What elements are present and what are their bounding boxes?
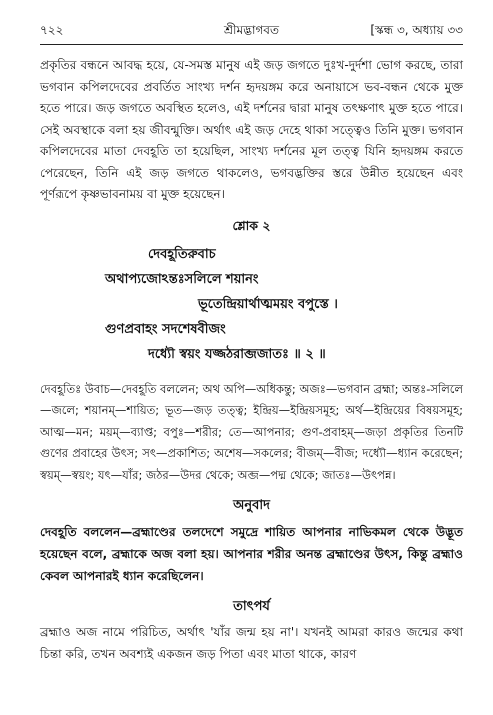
purport-title: তাৎপর্য [233,599,270,614]
verse-line: ভূতেন্দ্রিয়ার্থাত্মময়ং বপুস্তে । [198,296,338,312]
chapter-reference: [স্কন্ধ ৩, অধ্যায় ৩৩ [370,23,463,37]
verse-line: অথাপ্যজোঽন্তঃসলিলে শয়ানং [105,271,259,287]
translation-text: দেবহূতি বললেন—ব্রহ্মাণ্ডের তলদেশে সমুদ্রে শায়িত আপনার নাভিকমল থেকে উদ্ভূত হয়েছেন বলে, ব্রহ্মাকে অজ বলা হয়। আপনার শরীর অনন্ত ব্রহ্মাণ্ডের উৎস, কিন্তু ব্রহ্মাও কেবল আপনারই ধ্যান করেছিলেন। [40,525,463,583]
translation-title: অনুবাদ [233,498,270,513]
page-header [40,22,463,45]
verse-label: শ্লোক ২ [232,217,271,233]
verse-line: দধ্যৌ স্বয়ং যজ্জঠরাব্জজাতঃ ॥ ২ ॥ [148,346,326,362]
page-number: ৭২২ [40,23,64,37]
intro-paragraph: প্রকৃতির বন্ধনে আবদ্ধ হয়ে, যে-সমস্ত মানুষ এই জড় জগতে দুঃখ-দুর্দশা ভোগ করছে, তারা ভগবান কপিলদেবের প্রবর্তিত সাংখ্য দর্শন হৃদয়ঙ্গম করে অনায়াসে ভব-বন্ধন থেকে মুক্ত হতে পারে। জড় জগতে অবস্থিত হলেও, এই দর্শনের দ্বারা মানুষ তৎক্ষণাৎ মুক্ত হতে পারে। সেই অবস্থাকে বলা হয় জীবন্মুক্তি। অর্থাৎ এই জড় দেহে থাকা সত্ত্বেও তিনি মুক্ত। ভগবান কপিলদেবের মাতা দেবহূতি তা হয়েছিল, সাংখ্য দর্শনের মূল তত্ত্ব যিনি হৃদয়ঙ্গম করতে পেরেছেন, তিনি এই জড় জগতে থাকলেও, ভগবদ্ভক্তির স্তরে উন্নীত হয়েছেন এবং পূর্ণরূপে কৃষ্ণভাবনাময় বা মুক্ত হয়েছেন। [40,58,463,201]
verse-line: গুণপ্রবাহং সদশেষবীজং [105,321,226,337]
book-title: শ্রীমদ্ভাগবত [223,23,279,37]
purport-text: ব্রহ্মাও অজ নামে পরিচিত, অর্থাৎ 'যাঁর জন্ম হয় না'। যখনই আমরা কারও জন্মের কথা চিন্তা করি, তখন অবশ্যই একজন জড় পিতা এবং মাতা থাকে, কারণ [40,625,463,661]
word-synonyms: দেবহূতিঃ উবাচ—দেবহূতি বললেন; অথ অপি—অধিকন্তু; অজঃ—ভগবান ব্রহ্মা; অন্তঃ-সলিলে—জলে; শয়ানম্—শায়িত; ভূত—জড় তত্ত্ব; ইন্দ্রিয়—ইন্দ্রিয়সমূহ; অর্থ—ইন্দ্রিয়ের বিষয়সমূহ; আত্ম—মন; ময়ম্—ব্যাপ্ত; বপুঃ—শরীর; তে—আপনার; গুণ-প্রবাহম্—জড়া প্রকৃতির তিনটি গুণের প্রবাহের উৎস; সৎ—প্রকাশিত; অশেষ—সকলের; বীজম্—বীজ; দধ্যৌ—ধ্যান করেছেন; স্বয়ম্—স্বয়ং; যৎ—যাঁর; জঠর—উদর থেকে; অব্জ—পদ্ম থেকে; জাতঃ—উৎপন্ন। [40,381,463,482]
verse-line: দেবহূতিরুবাচ [148,246,216,262]
sanskrit-verse [40,242,463,367]
